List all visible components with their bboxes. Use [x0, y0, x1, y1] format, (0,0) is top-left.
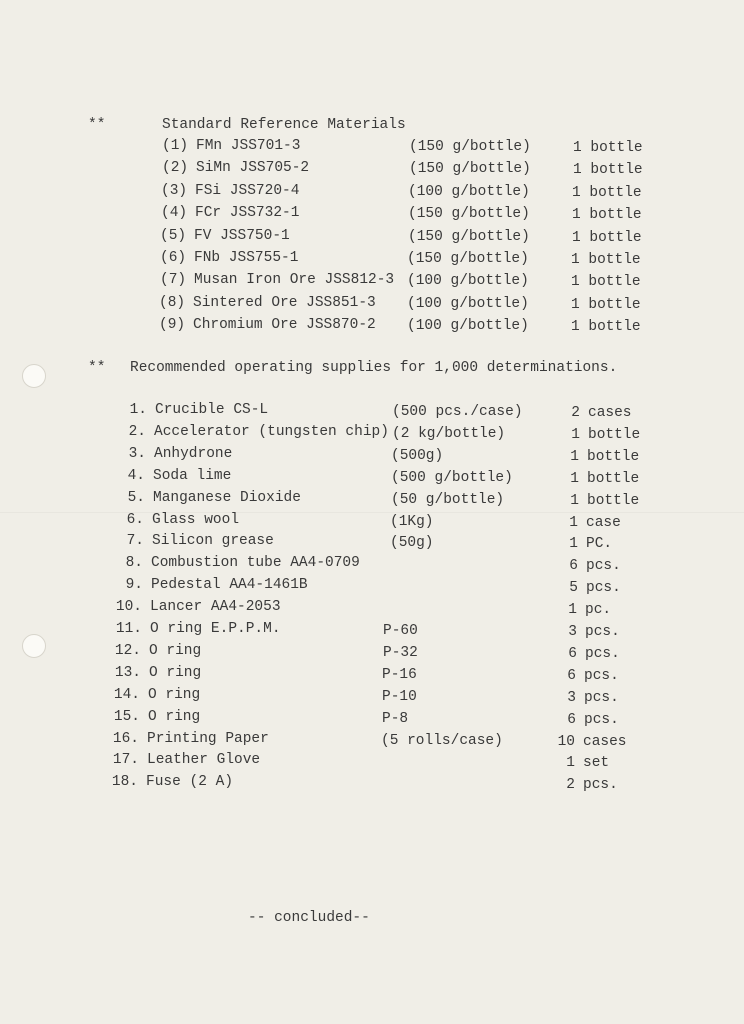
- item-spec: (2 kg/bottle): [392, 425, 506, 442]
- item-name: Leather Glove: [147, 752, 261, 769]
- item-number: (1): [162, 138, 189, 154]
- item-quantity: 1 bottle: [573, 140, 643, 156]
- item-quantity: 1 bottle: [573, 162, 643, 179]
- item-number: 4.: [127, 467, 145, 484]
- item-number: 3.: [128, 445, 146, 462]
- item-name: SiMn JSS705-2: [196, 160, 310, 177]
- item-quantity: pcs.: [583, 777, 618, 794]
- item-quantity-count: 1: [569, 514, 578, 531]
- item-spec: (500 g/bottle): [391, 469, 513, 486]
- item-number: (7): [160, 272, 187, 289]
- item-quantity-count: 1: [568, 602, 577, 619]
- item-quantity: pcs.: [584, 689, 619, 706]
- section-title: Recommended operating supplies for 1,000 determinations.: [130, 360, 618, 376]
- item-number: (4): [161, 205, 188, 222]
- item-name: Combustion tube AA4-0709: [151, 555, 360, 572]
- item-number: 5.: [127, 489, 145, 506]
- item-number: 17.: [112, 752, 139, 769]
- item-number: (8): [159, 294, 186, 311]
- item-name: Crucible CS-L: [155, 402, 269, 418]
- item-number: 9.: [125, 577, 143, 594]
- item-number: 6.: [126, 511, 144, 528]
- item-number: 14.: [113, 686, 140, 703]
- item-quantity-count: 3: [568, 624, 577, 640]
- item-quantity: set: [583, 755, 610, 772]
- item-name: Accelerator (tungsten chip): [154, 423, 389, 440]
- item-spec: (50 g/bottle): [391, 491, 505, 508]
- item-quantity: case: [586, 514, 621, 531]
- item-name: FNb JSS755-1: [194, 250, 299, 266]
- item-number: 16.: [112, 730, 139, 747]
- item-quantity-count: 6: [567, 711, 576, 728]
- item-name: Chromium Ore JSS870-2: [193, 317, 376, 334]
- item-spec: P-8: [382, 710, 409, 727]
- item-name: FMn JSS701-3: [196, 138, 301, 154]
- item-name: Soda lime: [153, 467, 232, 484]
- item-quantity: pcs.: [586, 580, 621, 597]
- section-marker: **: [88, 360, 106, 376]
- item-quantity: bottle: [588, 426, 641, 443]
- section-title: Standard Reference Materials: [162, 117, 406, 133]
- item-number: 10.: [115, 599, 142, 616]
- item-spec: (100 g/bottle): [407, 273, 529, 290]
- item-spec: (50g): [390, 535, 434, 552]
- item-spec: P-10: [382, 688, 417, 705]
- item-quantity-count: 3: [567, 689, 576, 706]
- item-name: FV JSS750-1: [194, 227, 290, 244]
- item-quantity: pcs.: [584, 711, 619, 728]
- item-quantity-count: 1: [570, 448, 579, 465]
- item-quantity-count: 1: [566, 755, 575, 772]
- item-number: (5): [160, 227, 187, 244]
- item-quantity: 1 bottle: [572, 229, 642, 246]
- item-number: (3): [161, 182, 188, 199]
- item-name: O ring: [148, 686, 201, 703]
- item-number: 15.: [113, 708, 140, 725]
- item-quantity: 1 bottle: [571, 252, 641, 268]
- item-name: Musan Iron Ore JSS812-3: [194, 272, 395, 289]
- item-quantity: pcs.: [586, 558, 621, 575]
- item-quantity-count: 1: [570, 470, 579, 487]
- item-quantity: pcs.: [585, 645, 620, 662]
- item-spec: (500g): [391, 447, 444, 464]
- item-spec: (1Kg): [390, 513, 434, 530]
- item-number: (9): [159, 317, 186, 334]
- item-spec: (150 g/bottle): [409, 161, 531, 178]
- item-number: (2): [162, 160, 189, 177]
- item-number: 13.: [114, 664, 141, 681]
- item-spec: (100 g/bottle): [408, 183, 530, 200]
- item-spec: (150 g/bottle): [408, 206, 530, 223]
- item-number: 1.: [129, 402, 147, 418]
- item-quantity: pc.: [585, 602, 612, 619]
- concluded-footer: -- concluded--: [248, 910, 370, 926]
- item-quantity-count: 10: [557, 733, 575, 750]
- item-quantity: 1 bottle: [572, 207, 642, 224]
- item-number: 7.: [126, 533, 144, 550]
- item-spec: (5 rolls/case): [381, 732, 503, 749]
- item-spec: (150 g/bottle): [408, 228, 530, 245]
- item-name: Glass wool: [152, 511, 240, 528]
- item-number: 2.: [128, 423, 146, 440]
- item-quantity-count: 6: [569, 558, 578, 575]
- item-name: Sintered Ore JSS851-3: [193, 294, 376, 311]
- item-quantity-count: 6: [567, 667, 576, 684]
- item-quantity: cases: [588, 405, 632, 421]
- item-quantity-count: 1: [571, 426, 580, 443]
- item-name: Pedestal AA4-1461B: [151, 577, 308, 594]
- section-marker: **: [88, 117, 106, 133]
- item-spec: P-16: [382, 666, 417, 683]
- item-number: 8.: [125, 555, 143, 572]
- punch-hole: [22, 364, 46, 388]
- item-quantity: 1 bottle: [571, 319, 641, 336]
- item-spec: (500 pcs./case): [392, 404, 523, 420]
- item-name: Silicon grease: [152, 533, 274, 550]
- item-quantity-count: 1: [569, 536, 578, 553]
- item-quantity: 1 bottle: [572, 184, 642, 201]
- item-quantity: bottle: [587, 470, 640, 487]
- item-spec: P-60: [383, 623, 418, 639]
- item-quantity: pcs.: [585, 624, 620, 640]
- item-quantity-count: 5: [569, 580, 578, 597]
- item-name: Anhydrone: [154, 445, 233, 462]
- item-quantity: 1 bottle: [571, 296, 641, 313]
- item-quantity-count: 2: [571, 405, 580, 421]
- fold-line: [0, 512, 744, 513]
- item-name: O ring: [149, 642, 202, 659]
- item-name: O ring: [148, 708, 201, 725]
- item-name: FSi JSS720-4: [195, 182, 300, 199]
- item-quantity: cases: [583, 733, 627, 750]
- punch-hole: [22, 634, 46, 658]
- item-name: Manganese Dioxide: [153, 489, 301, 506]
- item-name: FCr JSS732-1: [195, 205, 300, 222]
- item-quantity-count: 1: [570, 492, 579, 509]
- item-name: Fuse (2 A): [146, 774, 234, 791]
- item-quantity-count: 2: [566, 777, 575, 794]
- item-quantity: 1 bottle: [571, 274, 641, 291]
- item-name: Printing Paper: [147, 730, 269, 747]
- item-number: 18.: [111, 774, 138, 791]
- item-spec: (150 g/bottle): [407, 251, 529, 267]
- item-quantity: pcs.: [584, 667, 619, 684]
- item-number: 11.: [115, 621, 142, 637]
- item-spec: P-32: [383, 644, 418, 661]
- item-spec: (100 g/bottle): [407, 295, 529, 312]
- item-number: 12.: [114, 642, 141, 659]
- item-quantity: bottle: [587, 448, 640, 465]
- item-spec: (150 g/bottle): [409, 139, 531, 155]
- item-quantity-count: 6: [568, 645, 577, 662]
- item-name: O ring E.P.P.M.: [150, 621, 281, 637]
- item-name: O ring: [149, 664, 202, 681]
- item-number: (6): [160, 250, 187, 266]
- item-quantity: PC.: [586, 536, 613, 553]
- item-spec: (100 g/bottle): [407, 318, 529, 335]
- item-quantity: bottle: [587, 492, 640, 509]
- item-name: Lancer AA4-2053: [150, 599, 281, 616]
